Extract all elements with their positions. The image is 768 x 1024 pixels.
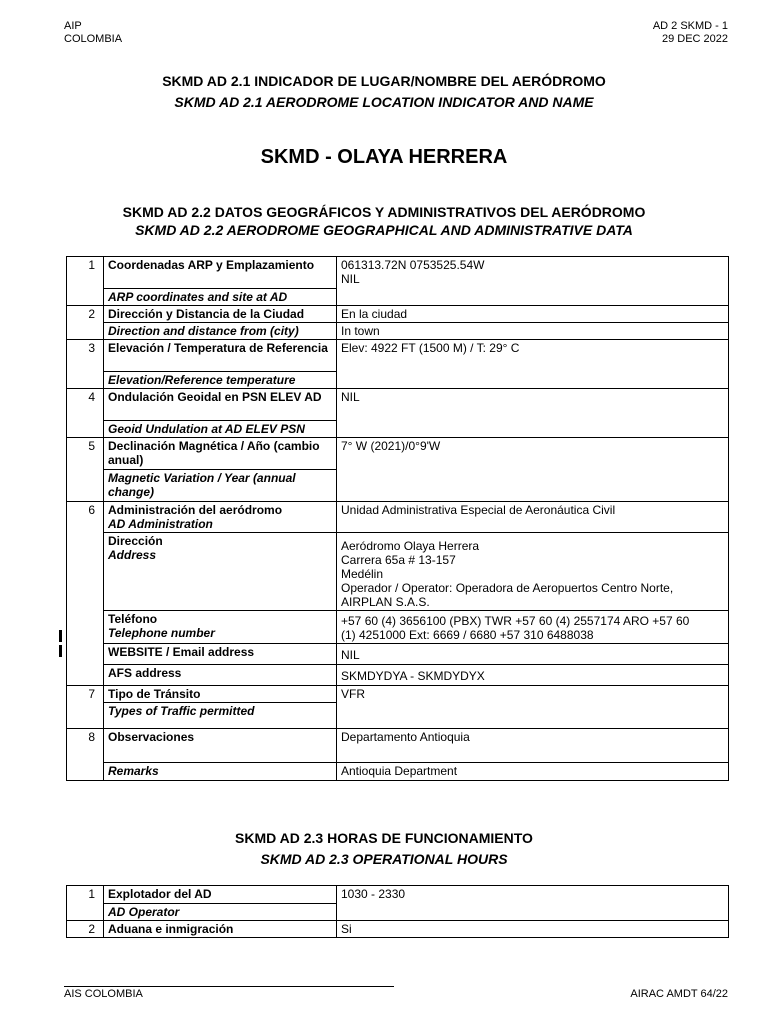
- sec22-title-es: SKMD AD 2.2 DATOS GEOGRÁFICOS Y ADMINISTRATIVOS DEL AERÓDROMO: [122, 204, 646, 220]
- ad23-table: [66, 885, 729, 938]
- row2-value-en: In town: [337, 323, 729, 340]
- header-country: COLOMBIA: [64, 33, 123, 45]
- row5-value: 7° W (2021)/0°9'W: [337, 438, 729, 502]
- row3-label-en: Elevation/Reference temperature: [104, 372, 337, 389]
- afs-value: SKMDYDYA - SKMDYDYX: [337, 665, 729, 686]
- row8-value-en: Antioquia Department: [337, 763, 729, 781]
- address-value: Aeródromo Olaya Herrera Carrera 65a # 13-157 Medélin Operador / Operator: Operadora de Aeropuertos Centro Norte, AIRPLAN S.A.S.: [337, 533, 729, 611]
- row5-label-en: Magnetic Variation / Year (annual change): [104, 470, 337, 502]
- row8-label-es: Observaciones: [104, 729, 337, 763]
- header-date: 29 DEC 2022: [661, 33, 728, 45]
- row3-label-es: Elevación / Temperatura de Referencia: [104, 340, 337, 372]
- row1-label-es: Coordenadas ARP y Emplazamiento: [104, 257, 337, 289]
- row-number: 5: [67, 438, 104, 502]
- ad22-table: [66, 256, 729, 781]
- sec23-title-en: SKMD AD 2.3 OPERATIONAL HOURS: [260, 851, 508, 867]
- header-page-ref: AD 2 SKMD - 1: [652, 20, 728, 32]
- customs-label: Aduana e inmigración: [104, 921, 337, 938]
- row-number: 1: [67, 257, 104, 306]
- sec23-title-es: SKMD AD 2.3 HORAS DE FUNCIONAMIENTO: [235, 830, 533, 846]
- row7-label-es: Tipo de Tránsito: [104, 686, 337, 703]
- row2-label-es: Dirección y Distancia de la Ciudad: [104, 306, 337, 323]
- row7-label-en: Types of Traffic permitted: [104, 703, 337, 729]
- row2-value-es: En la ciudad: [337, 306, 729, 323]
- row6-value: Unidad Administrativa Especial de Aeronáutica Civil: [337, 502, 729, 533]
- ad-operator-value: 1030 - 2330: [337, 886, 729, 921]
- row-number: 3: [67, 340, 104, 389]
- row-number: 8: [67, 729, 104, 781]
- change-bar: [59, 630, 62, 642]
- row8-value-es: Departamento Antioquia: [337, 729, 729, 763]
- address-label: Dirección Address: [104, 533, 337, 611]
- afs-label: AFS address: [104, 665, 337, 686]
- row-number: 4: [67, 389, 104, 438]
- ad-operator-label-en: AD Operator: [104, 904, 337, 921]
- telephone-label: Teléfono Telephone number: [104, 611, 337, 644]
- row8-label-en: Remarks: [104, 763, 337, 781]
- customs-value: Si: [337, 921, 729, 938]
- row4-label-en: Geoid Undulation at AD ELEV PSN: [104, 421, 337, 438]
- change-bar: [59, 645, 62, 657]
- airport-name: SKMD - OLAYA HERRERA: [260, 146, 508, 168]
- ad-operator-label-es: Explotador del AD: [104, 886, 337, 904]
- row-number: 7: [67, 686, 104, 729]
- telephone-value: +57 60 (4) 3656100 (PBX) TWR +57 60 (4) 2557174 ARO +57 60 (1) 4251000 Ext: 6669 / 6680 +57 310 6488038: [337, 611, 729, 644]
- row-number: 1: [67, 886, 104, 921]
- website-value: NIL: [337, 644, 729, 665]
- row3-value: Elev: 4922 FT (1500 M) / T: 29° C: [337, 340, 729, 389]
- sec22-title-en: SKMD AD 2.2 AERODROME GEOGRAPHICAL AND ADMINISTRATIVE DATA: [135, 222, 633, 238]
- row4-value: NIL: [337, 389, 729, 438]
- footer-right: AIRAC AMDT 64/22: [630, 988, 728, 1000]
- sec21-title-es: SKMD AD 2.1 INDICADOR DE LUGAR/NOMBRE DEL AERÓDROMO: [162, 73, 606, 89]
- header-aip: AIP: [64, 20, 82, 32]
- row2-label-en: Direction and distance from (city): [104, 323, 337, 340]
- row4-label-es: Ondulación Geoidal en PSN ELEV AD: [104, 389, 337, 421]
- row1-value: 061313.72N 0753525.54W NIL: [337, 257, 729, 306]
- page-header-left: [64, 20, 122, 46]
- website-label: WEBSITE / Email address: [104, 644, 337, 665]
- row1-label-en: ARP coordinates and site at AD: [104, 289, 337, 306]
- row7-value: VFR: [337, 686, 729, 729]
- row6-label: Administración del aeródromo AD Administration: [104, 502, 337, 533]
- footer-rule: [64, 986, 394, 987]
- row-number: 2: [67, 306, 104, 340]
- row-number: 6: [67, 502, 104, 686]
- page-header-right: [653, 20, 728, 46]
- footer-left: AIS COLOMBIA: [64, 988, 143, 1000]
- row-number: 2: [67, 921, 104, 938]
- sec21-title-en: SKMD AD 2.1 AERODROME LOCATION INDICATOR AND NAME: [174, 94, 594, 110]
- row5-label-es: Declinación Magnética / Año (cambio anual): [104, 438, 337, 470]
